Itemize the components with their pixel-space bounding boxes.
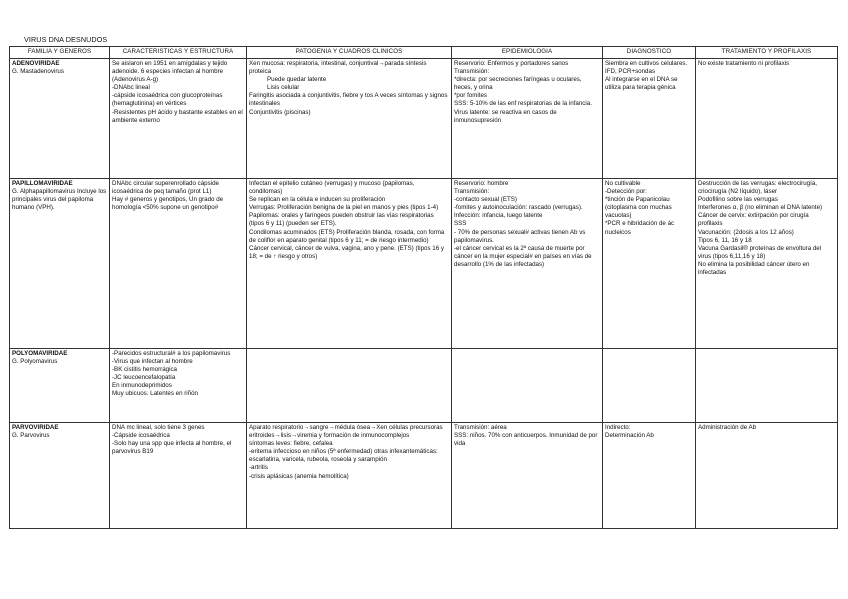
table-row: [10, 59, 838, 179]
pathogenesis-cell: [247, 179, 452, 349]
cell-line: Se aislaron en 1951 en amígdalas y tejido adenoide. 6 especies infectan al hombre: [112, 60, 229, 76]
characteristics-cell: [110, 59, 247, 179]
cell-line: (Adenovirus A-g): [112, 76, 159, 84]
cell-line: Xen mucosa: respiratoria, intestinal, conjuntival→parada síntesis proteica: [249, 60, 429, 76]
cell-line: -Cápside icosaédrica: [112, 432, 170, 440]
cell-line: *por fomites: [454, 92, 488, 100]
treatment-cell: [696, 349, 838, 423]
genus-name: G. Alphapapillomavirus Incluye los principales virus del papiloma humano (VPH).: [12, 188, 108, 212]
epidemiology-cell: [452, 59, 603, 179]
cell-line: Lisis celular: [267, 84, 300, 92]
pathogenesis-cell: [247, 59, 452, 179]
diagnosis-cell: [603, 59, 696, 179]
cell-line: Cáncer de cervix: extirpación por cirugía: [698, 212, 809, 220]
cell-line: Muy ubicuos. Latentes en riñón: [112, 390, 198, 398]
table-row: [10, 179, 838, 349]
cell-line: Conjuntivitis (piscinas): [249, 108, 311, 116]
diagnosis-cell: [603, 349, 696, 423]
treatment-cell: [696, 423, 838, 529]
cell-line: Transmisión: aérea: [454, 424, 507, 431]
family-cell: [10, 349, 110, 423]
cell-line: *tinción de Papanicolau (citoplasma con muchas vacuolas): [605, 196, 674, 220]
cell-line: Se replican en la célula e inducen su proliferación: [249, 196, 386, 204]
cell-line: -Detección por:: [605, 188, 647, 196]
cell-line: Vacuna Gardasil® proteínas de envoltura del virus (tipos 6,11,16 y 18): [698, 244, 823, 260]
cell-line: Transmisión:: [454, 188, 490, 196]
table-row: [10, 349, 838, 423]
family-name: ADENOVIRIDAE: [12, 60, 60, 67]
cell-line: -artritis: [249, 464, 268, 472]
cell-line: Infección: infancia, luego latente: [454, 212, 543, 220]
cell-line: -contacto sexual (ETS): [454, 196, 517, 204]
cell-line: profilaxis: [698, 220, 723, 228]
cell-line: -BK cistitis hemorrágica: [112, 366, 177, 374]
cell-line: *PCR e hibridación de ác nucleicos: [605, 220, 676, 236]
table-row: [10, 423, 838, 529]
epidemiology-cell: [452, 423, 603, 529]
cell-line: -cápside icosaédrica con glucoproteínas (hemaglutinina) en vértices: [112, 92, 225, 108]
cell-line: En inmunodeprimidos: [112, 382, 172, 390]
diagnosis-cell: [603, 423, 696, 529]
diagnosis-cell: [603, 179, 696, 349]
genus-name: G. Parvovirus: [12, 432, 50, 440]
cell-line: Aparato respiratorio→sangre→médula ósea→Xen células precursoras eritroides→lisis→viremia y formación de inmunocomplejos: [249, 424, 445, 440]
cell-line: No existe tratamiento ni profilaxis: [698, 60, 790, 67]
cell-line: Reservorio: hombre: [454, 180, 509, 187]
cell-line: Indirecto:: [605, 424, 631, 431]
cell-line: Interferones α, β (no eliminan el DNA latente): [698, 204, 823, 212]
cell-line: Siembra en cultivos celulares. IFD, PCR+sondas: [605, 60, 689, 76]
header-epidemiology: EPIDEMIOLOGIA: [452, 47, 603, 59]
cell-line: -el cáncer cervical es la 2ª causa de muerte por cáncer en la mujer especial# en países en vías de desarrollo (1% de las infectadas): [454, 244, 594, 268]
virus-table: [9, 46, 838, 529]
header-treatment: TRATAMIENTO Y PROFILAXIS: [696, 47, 838, 59]
epidemiology-cell: [452, 349, 603, 423]
cell-line: Cáncer cervical, cáncer de vulva, vagina, ano y pene. (ETS) (tipos 16 y 18; = de ↑ riesgo y otros): [249, 244, 446, 260]
genus-name: G. Polyomavirus: [12, 358, 58, 366]
cell-line: -eritema infeccioso en niños (5ª enfermedad) otras infexantemáticas: escarlatina, varicela, rubeola, roseola y sarampión: [249, 448, 440, 464]
epidemiology-cell: [452, 179, 603, 349]
header-pathogenesis: PATOGENIA Y CUADROS CLINICOS: [247, 47, 452, 59]
cell-line: Destrucción de las verrugas: electrocirugía, criocirugía (N2 líquido), láser: [698, 180, 819, 196]
family-name: PAPILLOMAVIRIDAE: [12, 180, 73, 187]
cell-line: Transmisión:: [454, 68, 490, 76]
header-family: FAMILIA Y GENEROS: [10, 47, 110, 59]
document-title: VIRUS DNA DESNUDOS: [24, 35, 108, 44]
pathogenesis-cell: [247, 349, 452, 423]
cell-line: -JC leucoencefalopatía: [112, 374, 176, 382]
cell-line: No cultivable: [605, 180, 641, 187]
cell-line: Puede quedar latente: [267, 76, 327, 84]
pathogenesis-cell: [247, 423, 452, 529]
cell-line: Infectan el epitelio cutáneo (verrugas) y mucoso (papilomas, condilomas): [249, 180, 417, 196]
header-characteristics: CARACTERISTICAS Y ESTRUCTURA: [110, 47, 247, 59]
cell-line: SSS: 5-10% de las enf respiratorias de la infancia. Virus latente: se reactiva en casos de inmunosupresión: [454, 100, 594, 124]
family-cell: [10, 423, 110, 529]
cell-line: Faringitis asociada a conjuntivitis, fiebre y tos A veces síntomas y signos intestinales: [249, 92, 450, 108]
family-name: POLYOMAVIRIDAE: [12, 350, 68, 357]
cell-line: SSS: [454, 220, 467, 228]
family-cell: [10, 59, 110, 179]
cell-line: Al integrarse en el DNA se utiliza para terapia génica: [605, 76, 680, 92]
cell-line: - 70% de personas sexual# activas tienen Ab vs papilomavirus.: [454, 228, 588, 244]
cell-line: Vacunación: (2dosis a los 12 años): [698, 228, 794, 236]
characteristics-cell: [110, 179, 247, 349]
header-row: [10, 47, 838, 59]
cell-line: síntomas leves: fiebre, cefalea: [249, 440, 333, 448]
cell-line: -crisis aplásicas (anemia hemolítica): [249, 472, 349, 480]
cell-line: Condilomas acuminados (ETS) Proliferación blanda, rosada, con forma de coliflor en aparato genital (tipos 6 y 11; = de riesgo intermedio): [249, 228, 447, 244]
cell-line: Tipos 6, 11, 16 y 18: [698, 236, 752, 244]
cell-line: Papilomas: orales y faríngeos pueden obstruir las vías respiratorias (tipos 6 y 11) (pueden ser ETS).: [249, 212, 436, 228]
characteristics-cell: [110, 349, 247, 423]
family-name: PARVOVIRIDAE: [12, 424, 59, 431]
genus-name: G. Mastadenovirus: [12, 68, 64, 76]
treatment-cell: [696, 59, 838, 179]
cell-line: Administración de Ab: [698, 424, 757, 431]
cell-line: Reservorio: Enfermos y portadores sanos: [454, 60, 569, 67]
cell-line: *directa: por secreciones faríngeas u oculares, heces, y orina: [454, 76, 584, 92]
cell-line: Podofilino sobre las verrugas: [698, 196, 778, 204]
cell-line: DNA mc lineal, solo tiene 3 genes: [112, 424, 205, 431]
cell-line: -Parecidos estructural# a los papilomavirus: [112, 350, 231, 357]
cell-line: -Resistentes pH ácido y bastante estables en el ambiente externo: [112, 108, 245, 124]
cell-line: Verrugas: Proliferación benigna de la piel en manos y pies (tipos 1-4): [249, 204, 439, 212]
cell-line: -DNAbc lineal: [112, 84, 150, 92]
characteristics-cell: [110, 423, 247, 529]
cell-line: -fomites y autoinoculación: rascado (verrugas).: [454, 204, 583, 212]
cell-line: -Virus que infectan al hombre: [112, 358, 193, 366]
cell-line: Hay # generos y genotipos, Un grado de homología <50% supone un genotipo#: [112, 196, 225, 212]
cell-line: Determinación Ab: [605, 432, 654, 440]
cell-line: -Solo hay una spp que infecta al hombre, el parvovirus B19: [112, 440, 234, 456]
treatment-cell: [696, 179, 838, 349]
header-diagnosis: DIAGNOSTICO: [603, 47, 696, 59]
cell-line: SSS: niños. 70% con anticuerpos. Inmunidad de por vida: [454, 432, 600, 448]
cell-line: No elimina la posibilidad cáncer útero en infectadas: [698, 260, 812, 277]
family-cell: [10, 179, 110, 349]
cell-line: DNAbc circular superenrollado cápside icosaédrica de peq tamaño (prot L1): [112, 180, 221, 196]
